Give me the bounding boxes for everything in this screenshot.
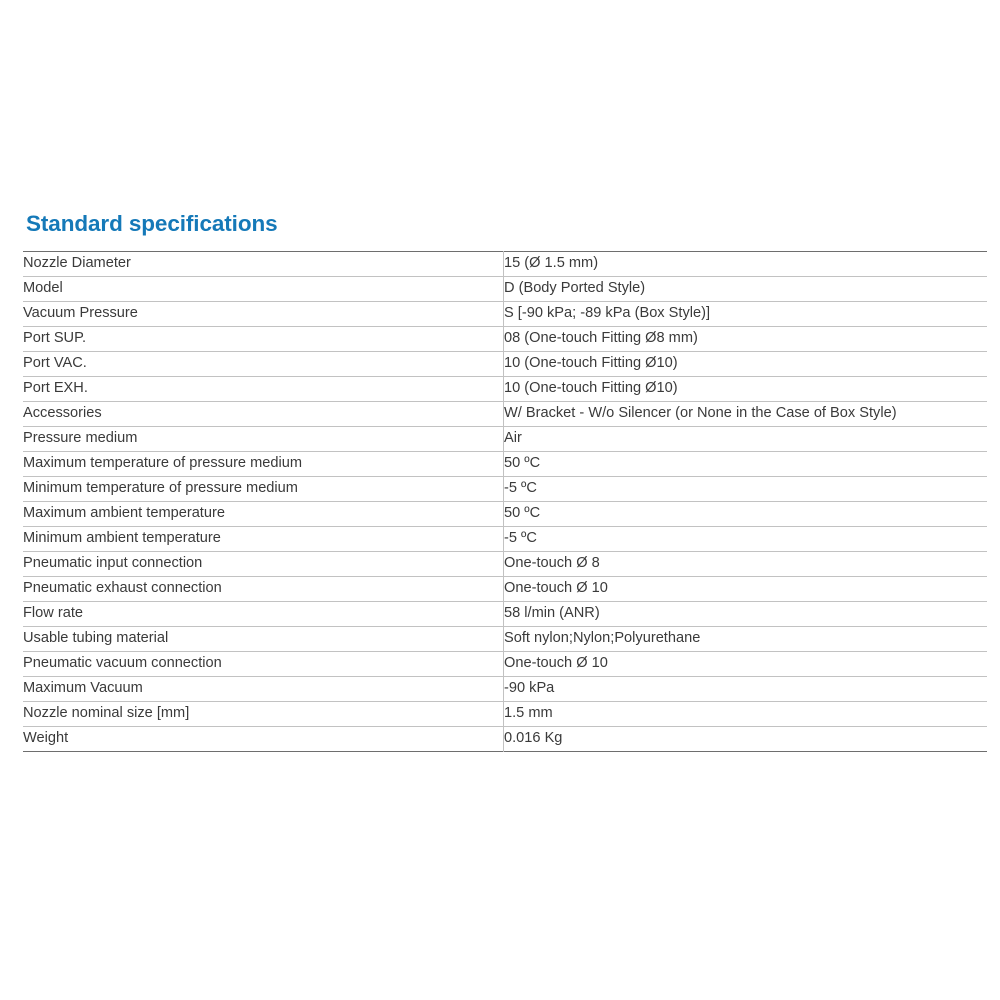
spec-value: -5 ºC [504, 476, 988, 501]
table-row [23, 451, 987, 476]
table-row [23, 376, 987, 401]
spec-label: Maximum ambient temperature [23, 501, 504, 526]
spec-value: 08 (One-touch Fitting Ø8 mm) [504, 326, 988, 351]
table-row [23, 526, 987, 551]
section-title: Standard specifications [26, 211, 278, 236]
table-row [23, 551, 987, 576]
spec-label: Nozzle Diameter [23, 251, 504, 276]
spec-value: 50 ºC [504, 501, 988, 526]
spec-label: Port VAC. [23, 351, 504, 376]
spec-value: 10 (One-touch Fitting Ø10) [504, 351, 988, 376]
specifications-table [23, 251, 987, 752]
spec-label: Vacuum Pressure [23, 301, 504, 326]
standard-specifications-section [23, 212, 986, 752]
table-row [23, 401, 987, 426]
table-row [23, 501, 987, 526]
spec-value: 58 l/min (ANR) [504, 601, 988, 626]
spec-label: Pneumatic input connection [23, 551, 504, 576]
table-row [23, 626, 987, 651]
spec-value: 10 (One-touch Fitting Ø10) [504, 376, 988, 401]
spec-value: Air [504, 426, 988, 451]
spec-value: 15 (Ø 1.5 mm) [504, 251, 988, 276]
spec-value: W/ Bracket - W/o Silencer (or None in the Case of Box Style) [504, 401, 988, 426]
spec-value: 50 ºC [504, 451, 988, 476]
spec-label: Minimum ambient temperature [23, 526, 504, 551]
table-row [23, 476, 987, 501]
table-row [23, 701, 987, 726]
table-row [23, 301, 987, 326]
spec-label: Maximum temperature of pressure medium [23, 451, 504, 476]
table-row [23, 651, 987, 676]
spec-value: One-touch Ø 8 [504, 551, 988, 576]
spec-label: Port EXH. [23, 376, 504, 401]
table-row [23, 576, 987, 601]
spec-value: S [-90 kPa; -89 kPa (Box Style)] [504, 301, 988, 326]
spec-label: Model [23, 276, 504, 301]
spec-label: Pressure medium [23, 426, 504, 451]
table-row [23, 326, 987, 351]
table-row [23, 601, 987, 626]
specifications-table-body [23, 251, 987, 751]
spec-value: Soft nylon;Nylon;Polyurethane [504, 626, 988, 651]
spec-label: Accessories [23, 401, 504, 426]
spec-label: Port SUP. [23, 326, 504, 351]
spec-label: Maximum Vacuum [23, 676, 504, 701]
spec-value: -90 kPa [504, 676, 988, 701]
spec-label: Flow rate [23, 601, 504, 626]
table-row [23, 251, 987, 276]
spec-value: D (Body Ported Style) [504, 276, 988, 301]
spec-value: 1.5 mm [504, 701, 988, 726]
spec-label: Nozzle nominal size [mm] [23, 701, 504, 726]
spec-value: One-touch Ø 10 [504, 576, 988, 601]
table-row [23, 426, 987, 451]
spec-value: -5 ºC [504, 526, 988, 551]
spec-label: Pneumatic vacuum connection [23, 651, 504, 676]
spec-label: Usable tubing material [23, 626, 504, 651]
spec-value: 0.016 Kg [504, 726, 988, 751]
spec-label: Minimum temperature of pressure medium [23, 476, 504, 501]
table-row [23, 351, 987, 376]
table-row [23, 726, 987, 751]
spec-value: One-touch Ø 10 [504, 651, 988, 676]
table-row [23, 276, 987, 301]
spec-label: Pneumatic exhaust connection [23, 576, 504, 601]
table-row [23, 676, 987, 701]
spec-label: Weight [23, 729, 69, 746]
